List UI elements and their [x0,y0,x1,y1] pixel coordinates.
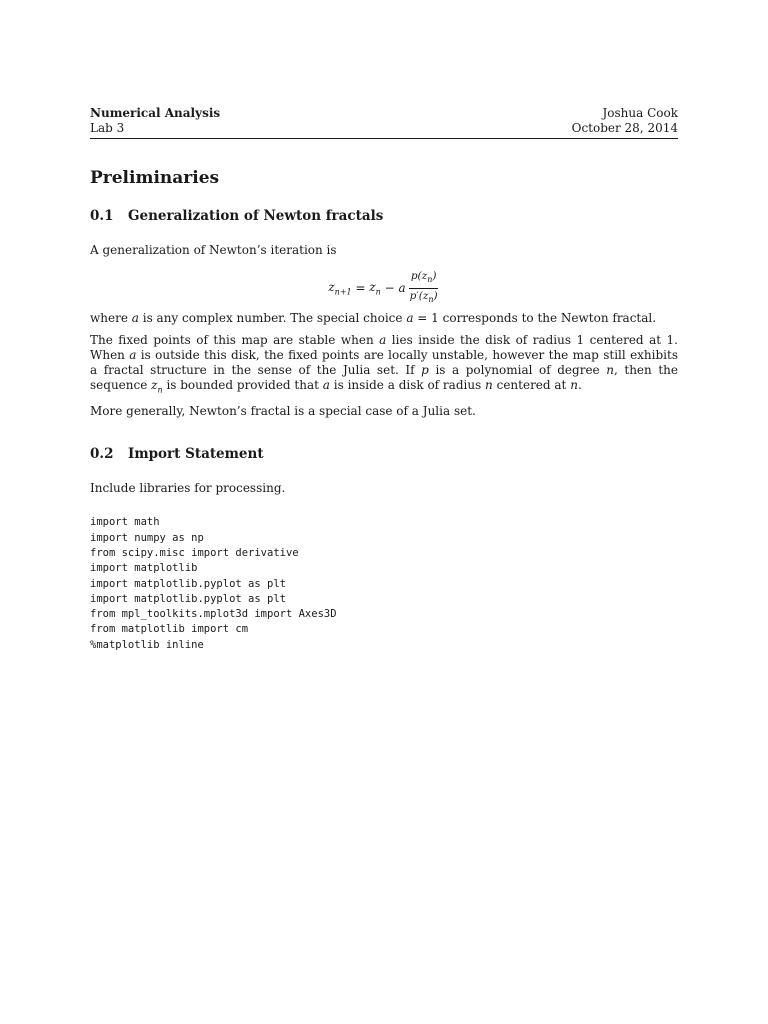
code-line: from scipy.misc import derivative [90,546,299,559]
code-line: import numpy as np [90,531,204,544]
eq-equals: = [351,281,370,295]
code-block [90,515,678,653]
eq-lhs: $z_{n+1}$ [328,279,352,297]
code-line: import math [90,516,160,529]
code-line: from matplotlib import cm [90,623,249,636]
code-line: %matplotlib inline [90,638,204,651]
eq-rhs-var: $z_n$ [369,279,381,297]
subsection-number: 0.1 [90,208,114,224]
subsection-heading-newton [90,207,678,225]
code-line: from mpl_toolkits.mplot3d import Axes3D [90,608,337,621]
eq-denominator: $p'(z_n)$ [409,289,438,304]
course-title: Numerical Analysis [90,106,221,120]
import-intro-paragraph: Include libraries for processing. [90,481,286,496]
lab-label: Lab 3 [90,121,125,135]
paragraph-julia-set: More generally, Newton’s fractal is a special case of a Julia set. [90,404,476,419]
intro-paragraph: A generalization of Newton’s iteration is [90,243,337,257]
page-header [90,106,678,139]
subsection-number: 0.2 [90,446,114,463]
code-line: import matplotlib [90,562,198,575]
subsection-heading-import [90,445,678,463]
section-title: Preliminaries [90,168,220,188]
header-left [90,106,220,136]
paragraph-complex-a: where a is any complex number. The special choice a = 1 corresponds to the Newton fractal. [90,311,657,325]
document-date: October 28, 2014 [571,121,678,135]
eq-fraction [408,270,440,305]
eq-minus-a: − a [380,281,406,295]
code-line: import matplotlib.pyplot as plt [90,577,286,590]
code-line: import matplotlib.pyplot as plt [90,592,286,605]
author-name: Joshua Cook [602,106,678,120]
header-right [572,106,678,136]
subsection-title-text: Generalization of Newton fractals [128,208,384,224]
subsection-title-text: Import Statement [128,446,264,463]
paragraph-fixed-points: The fixed points of this map are stable when a lies inside the disk of radius 1 centered at 1. When a is outside this disk, the fixed points are locally unstable, however the map still exhibits a fractal structure in the sense of the Julia set. If p is a polynomial of degree n, then the sequence $z_n$ is bounded provided that a is inside a disk of radius n centered at n. [90,333,679,395]
eq-numerator: $p(z_n)$ [409,270,439,288]
document-page [90,106,678,653]
newton-equation [90,272,678,304]
